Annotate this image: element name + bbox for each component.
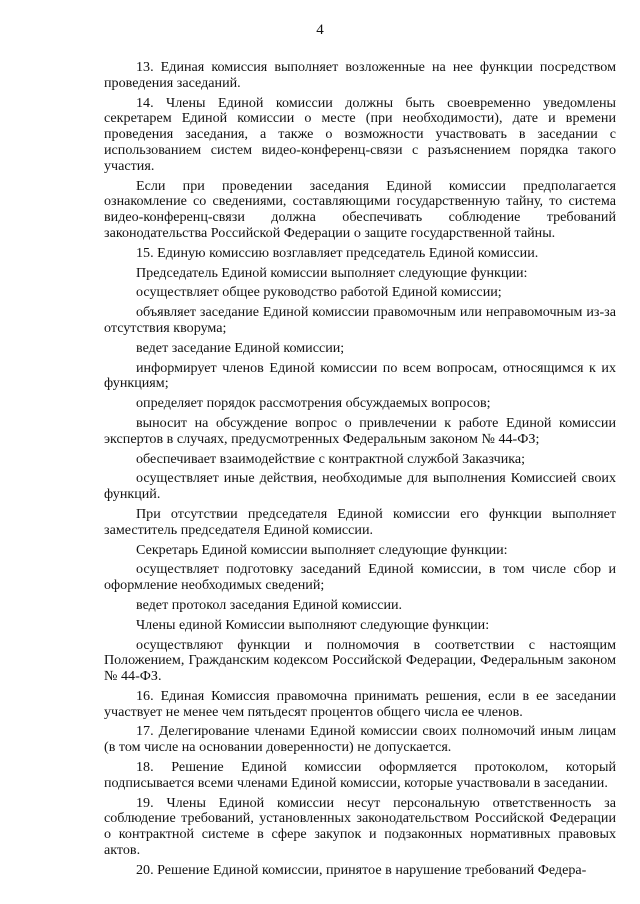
paragraph: определяет порядок рассмотрения обсуждаемых вопросов; xyxy=(136,395,491,412)
paragraph: 17. Делегирование членами Единой комиссии своих полномочий иным лицам (в том числе на основании доверенности) не допускается. xyxy=(104,723,616,756)
paragraph: осуществляет иные действия, необходимые для выполнения Комиссией своих функций. xyxy=(104,470,616,503)
paragraph: ведет заседание Единой комиссии; xyxy=(136,339,345,356)
paragraph: 16. Единая Комиссия правомочна принимать решения, если в ее заседании участвует не менее чем пятьдесят процентов общего числа ее членов. xyxy=(104,687,616,720)
paragraph: осуществляют функции и полномочия в соответствии с настоящим Положением, Гражданским кодексом Российской Федерации, Федеральным законом № 44-ФЗ. xyxy=(104,636,616,685)
paragraph: При отсутствии председателя Единой комиссии его функции выполняет заместитель председателя Единой комиссии. xyxy=(104,505,616,538)
paragraph: информирует членов Единой комиссии по всем вопросам, относящимся к их функциям; xyxy=(104,359,616,392)
paragraph: Секретарь Единой комиссии выполняет следующие функции: xyxy=(136,541,508,558)
paragraph: выносит на обсуждение вопрос о привлечении к работе Единой комиссии экспертов в случаях, предусмотренных Федеральным законом № 44-ФЗ; xyxy=(104,414,616,447)
paragraph: 19. Члены Единой комиссии несут персональную ответственность за соблюдение требований, установленных законодательством Российской Федерации о контрактной системе в сфере закупок и подзаконных нормативных правовых актов. xyxy=(104,794,616,859)
paragraph: Если при проведении заседания Единой комиссии предполагается ознакомление со сведениями, составляющими государственную тайну, то система видео-конференц-связи должна обеспечивать соблюдение требований законодательства Российской Федерации о защите государственной тайны. xyxy=(104,177,616,241)
paragraph: 14. Члены Единой комиссии должны быть своевременно уведомлены секретарем Единой комиссии о месте (при необходимости), дате и времени проведения заседания, а также о возможности участвовать в заседании с использованием систем видео-конференц-связи с разъяснением порядка такого участия. xyxy=(104,94,616,174)
paragraph: осуществляет подготовку заседаний Единой комиссии, в том числе сбор и оформление необходимых сведений; xyxy=(104,561,616,594)
paragraph: осуществляет общее руководство работой Единой комиссии; xyxy=(136,284,502,301)
paragraph: объявляет заседание Единой комиссии правомочным или неправомочным из-за отсутствия кворума; xyxy=(104,304,616,336)
page-number: 4 xyxy=(316,22,324,38)
paragraph: Председатель Единой комиссии выполняет следующие функции: xyxy=(136,264,528,281)
paragraph: Члены единой Комиссии выполняют следующие функции: xyxy=(136,616,490,633)
paragraph: ведет протокол заседания Единой комиссии. xyxy=(136,596,403,613)
paragraph: 13. Единая комиссия выполняет возложенные на нее функции посредством проведения заседаний. xyxy=(104,59,616,91)
paragraph: 20. Решение Единой комиссии, принятое в нарушение требований Федера- xyxy=(136,862,587,878)
paragraph: 15. Единую комиссию возглавляет председатель Единой комиссии. xyxy=(136,244,539,261)
paragraph: 18. Решение Единой комиссии оформляется протоколом, который подписывается всеми членами Единой комиссии, которые участвовали в заседании. xyxy=(104,759,616,791)
paragraph: обеспечивает взаимодействие с контрактной службой Заказчика; xyxy=(136,450,526,467)
